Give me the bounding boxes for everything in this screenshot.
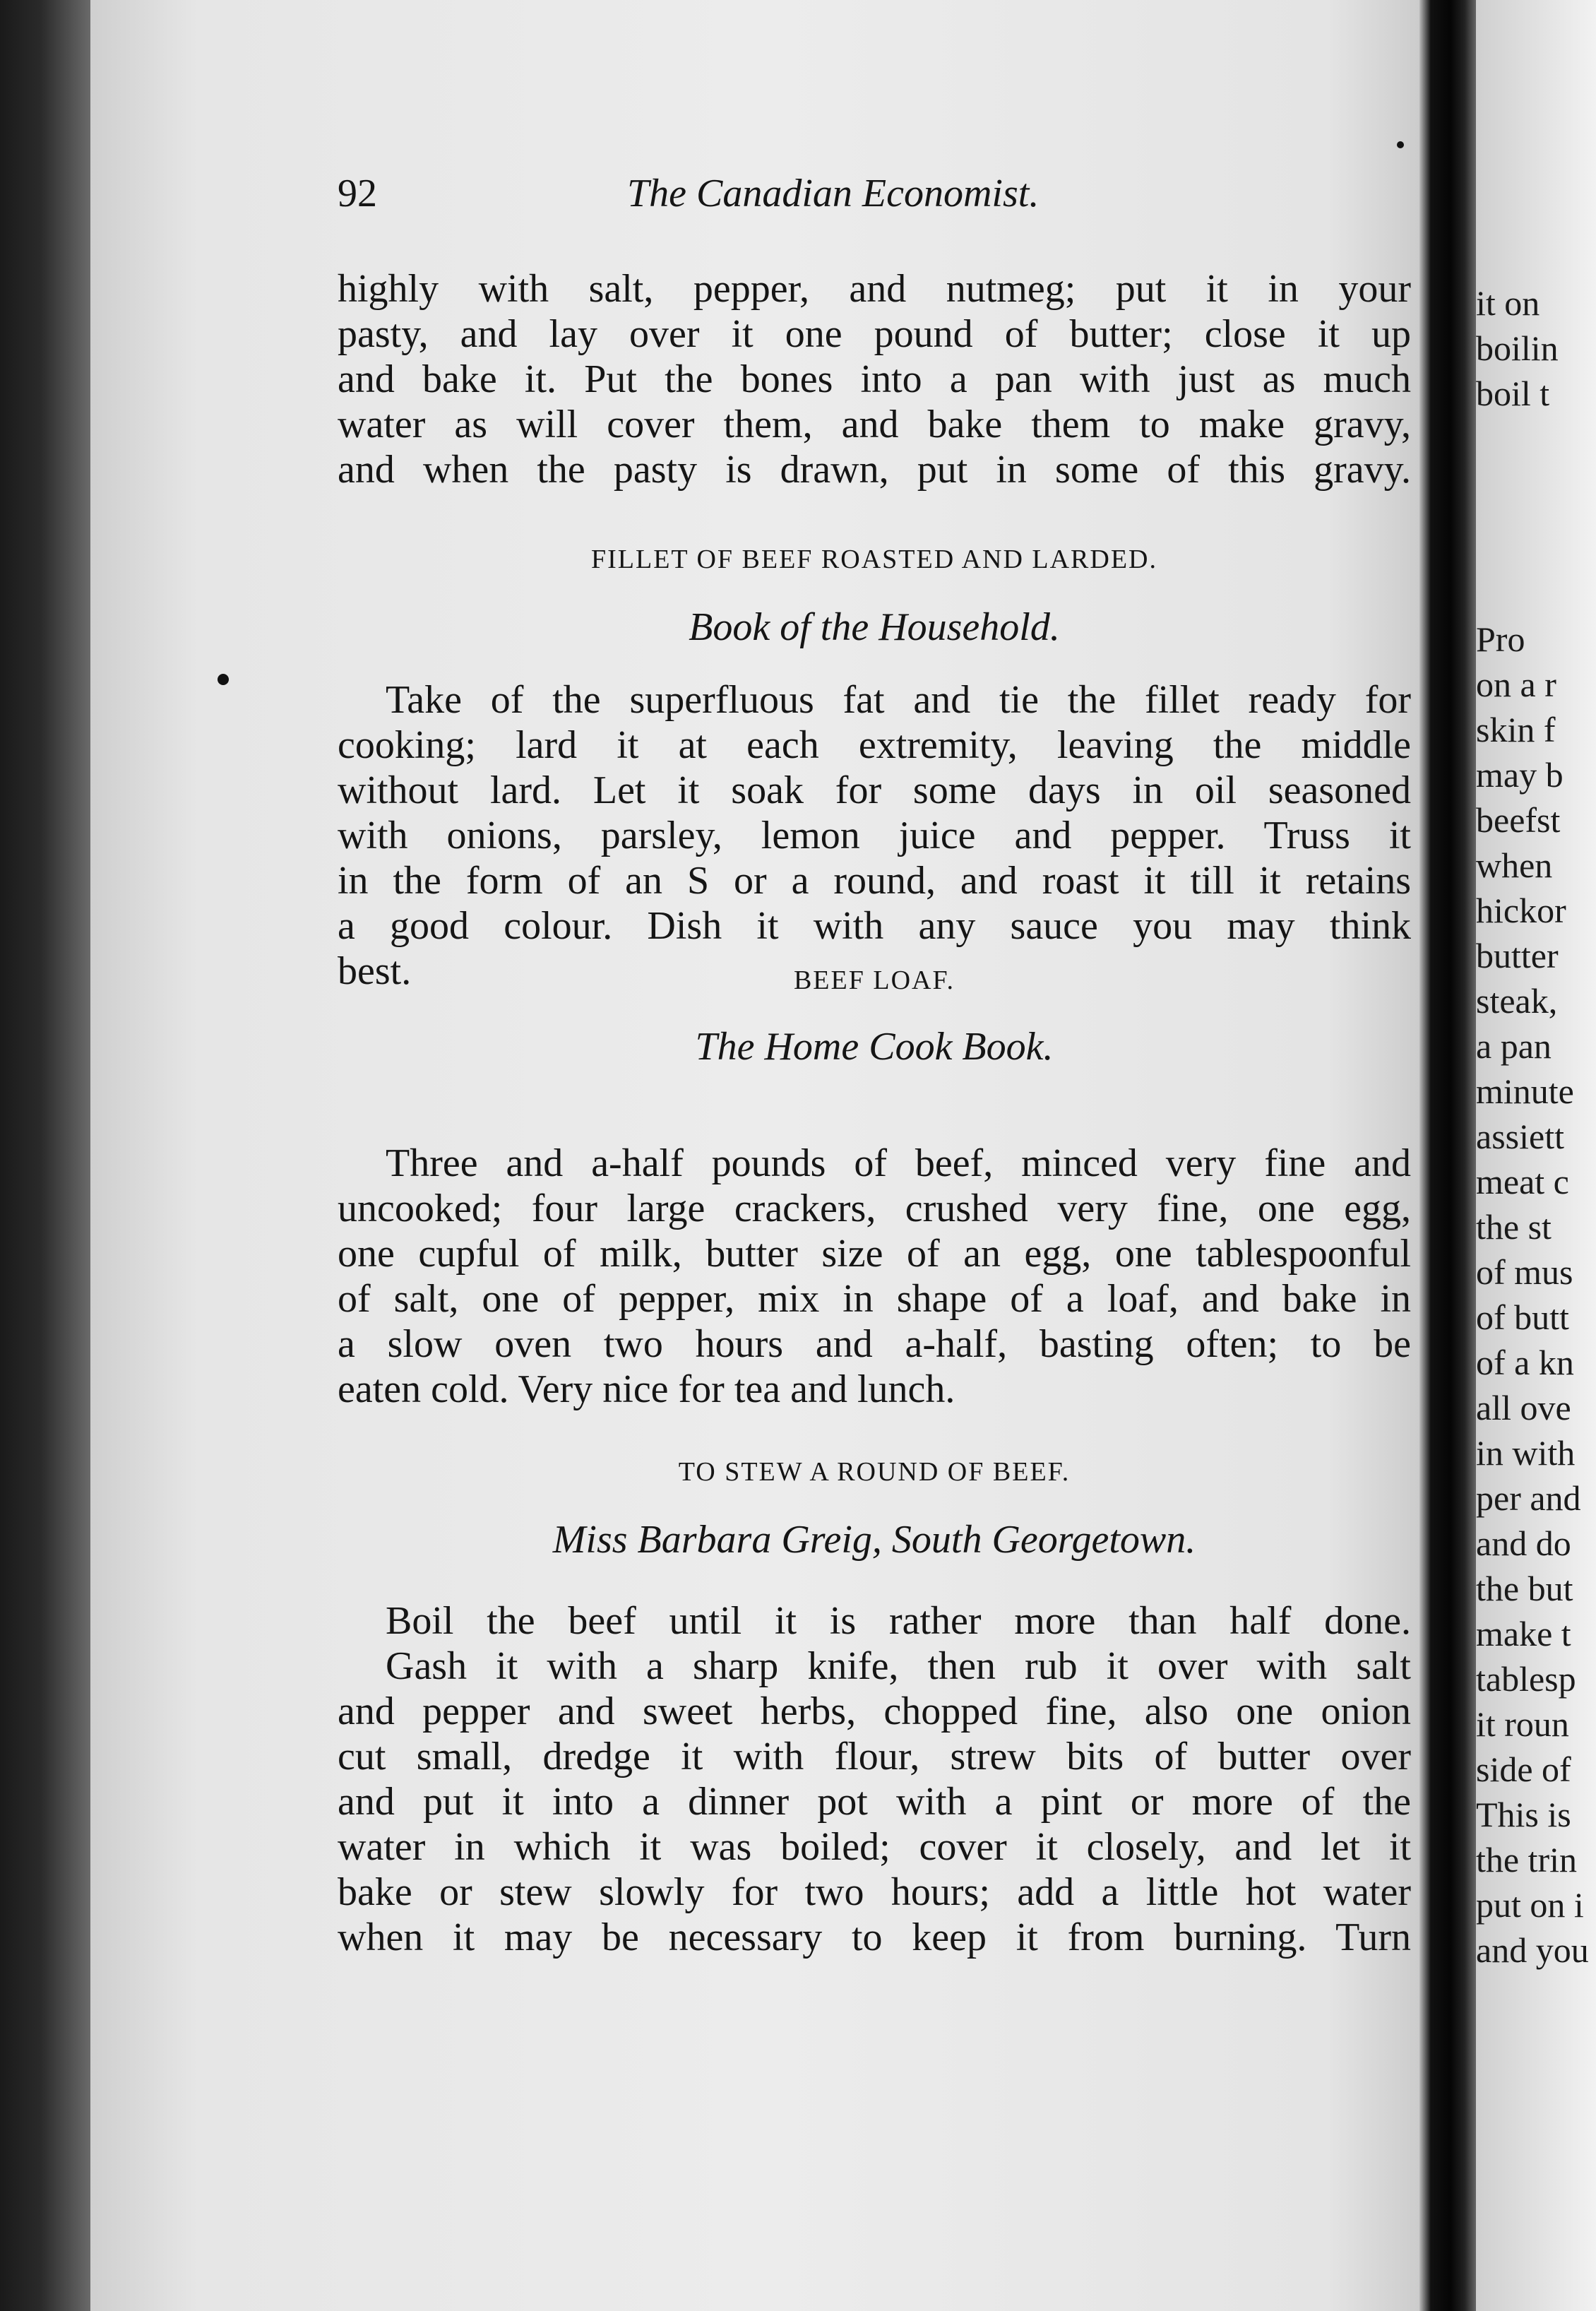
facing-text-line: on a r xyxy=(1476,665,1556,704)
facing-text-line: of butt xyxy=(1476,1297,1569,1337)
text-line: with onions, parsley, lemon juice and pepper. Truss it xyxy=(338,814,1411,857)
facing-text-line: a pan xyxy=(1476,1026,1552,1066)
facing-text-line: hickor xyxy=(1476,891,1566,930)
scan-speck xyxy=(218,674,229,685)
text-line: of salt, one of pepper, mix in shape of a loaf, and bake in xyxy=(338,1277,1411,1321)
facing-text-line: butter xyxy=(1476,936,1559,975)
text-line: Three and a-half pounds of beef, minced very fine and xyxy=(386,1141,1411,1185)
recipe-source: Book of the Household. xyxy=(689,605,1060,649)
running-title: The Canadian Economist. xyxy=(627,172,1040,215)
facing-text-line: meat c xyxy=(1476,1162,1569,1201)
page-number: 92 xyxy=(338,172,377,215)
text-line: pasty, and lay over it one pound of butter; close it up xyxy=(338,312,1411,356)
facing-text-line: tablesp xyxy=(1476,1659,1576,1699)
text-line: Take of the superfluous fat and tie the fillet ready for xyxy=(386,678,1411,722)
text-line: when it may be necessary to keep it from burning. Turn xyxy=(338,1915,1411,1959)
page-content xyxy=(338,0,1411,2311)
text-line: and bake it. Put the bones into a pan with just as much xyxy=(338,357,1411,401)
facing-text-line: of a kn xyxy=(1476,1343,1574,1382)
text-line: a slow oven two hours and a-half, basting often; to be xyxy=(338,1322,1411,1366)
text-line: eaten cold. Very nice for tea and lunch. xyxy=(338,1367,955,1411)
recipe-title: FILLET OF BEEF ROASTED AND LARDED. xyxy=(591,545,1157,574)
recipe-source: The Home Cook Book. xyxy=(695,1025,1054,1069)
text-line: cooking; lard it at each extremity, leaving the middle xyxy=(338,723,1411,767)
facing-page xyxy=(1476,0,1596,2311)
text-line: and put it into a dinner pot with a pint or more of the xyxy=(338,1780,1411,1824)
facing-text-line: may b xyxy=(1476,755,1564,795)
scan-left-edge xyxy=(0,0,90,2311)
facing-text-line: and you xyxy=(1476,1930,1589,1970)
recipe-title: BEEF LOAF. xyxy=(793,966,955,995)
text-line: in the form of an S or a round, and roast it till it retains xyxy=(338,859,1411,903)
facing-text-line: in with xyxy=(1476,1433,1576,1473)
text-line: and when the pasty is drawn, put in some of this gravy. xyxy=(338,448,1411,492)
running-head xyxy=(338,171,1220,220)
text-line: cut small, dredge it with flour, strew bits of butter over xyxy=(338,1735,1411,1778)
facing-text-line: per and xyxy=(1476,1478,1581,1518)
facing-text-line: make t xyxy=(1476,1614,1571,1653)
text-line: Boil the beef until it is rather more than half done. xyxy=(386,1599,1411,1643)
text-line: highly with salt, pepper, and nutmeg; put it in your xyxy=(338,267,1411,311)
facing-text-line: boilin xyxy=(1476,328,1559,368)
text-line: Gash it with a sharp knife, then rub it over with salt xyxy=(386,1644,1411,1688)
facing-text-line: it roun xyxy=(1476,1704,1569,1744)
facing-text-line: the trin xyxy=(1476,1840,1578,1879)
book-gutter xyxy=(1419,0,1476,2311)
facing-text-line: beefst xyxy=(1476,800,1561,840)
facing-text-line: of mus xyxy=(1476,1252,1573,1292)
text-line: water as will cover them, and bake them to make gravy, xyxy=(338,403,1411,446)
facing-text-line: the but xyxy=(1476,1569,1573,1608)
recipe-title: TO STEW A ROUND OF BEEF. xyxy=(678,1457,1071,1487)
facing-text-line: all ove xyxy=(1476,1388,1571,1427)
facing-text-line: assiett xyxy=(1476,1117,1564,1156)
facing-text-line: it on xyxy=(1476,283,1540,323)
text-line: without lard. Let it soak for some days in oil seasoned xyxy=(338,768,1411,812)
text-line: uncooked; four large crackers, crushed very fine, one egg, xyxy=(338,1187,1411,1230)
facing-text-line: the st xyxy=(1476,1207,1552,1247)
scan-speck xyxy=(1397,141,1404,148)
facing-text-line: steak, xyxy=(1476,981,1558,1021)
text-line: and pepper and sweet herbs, chopped fine, also one onion xyxy=(338,1689,1411,1733)
recipe-source: Miss Barbara Greig, South Georgetown. xyxy=(552,1518,1196,1562)
facing-text-line: skin f xyxy=(1476,710,1556,749)
facing-text-line: put on i xyxy=(1476,1885,1584,1925)
facing-text-line: Pro xyxy=(1476,619,1525,659)
text-line: water in which it was boiled; cover it closely, and let it xyxy=(338,1825,1411,1869)
text-line: best. xyxy=(338,949,412,993)
text-line: a good colour. Dish it with any sauce you may think xyxy=(338,904,1411,948)
facing-text-line: and do xyxy=(1476,1523,1571,1563)
text-line: one cupful of milk, butter size of an egg, one tablespoonful xyxy=(338,1232,1411,1276)
text-line: bake or stew slowly for two hours; add a little hot water xyxy=(338,1870,1411,1914)
facing-text-line: when xyxy=(1476,845,1553,885)
facing-text-line: boil t xyxy=(1476,374,1550,413)
facing-text-line: This is xyxy=(1476,1795,1571,1834)
facing-text-line: side of xyxy=(1476,1749,1571,1789)
facing-text-line: minute xyxy=(1476,1071,1574,1111)
